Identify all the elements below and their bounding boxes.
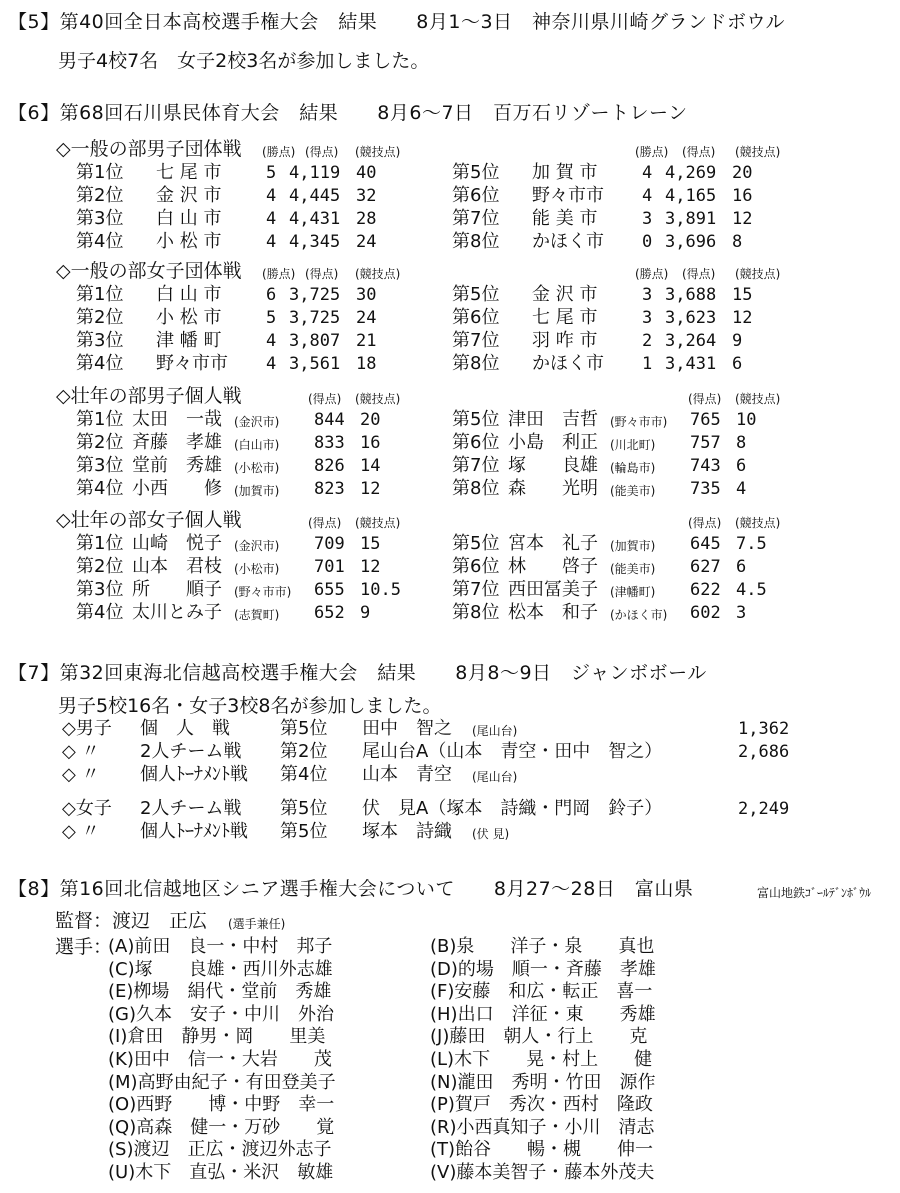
rank-label: 第8位 (452, 602, 500, 623)
rank-label: 第6位 (452, 432, 500, 453)
rank-label: 第4位 (76, 602, 124, 623)
group-title: ◇一般の部男子団体戦 (56, 138, 242, 160)
column-header: (競技点) (735, 267, 781, 281)
player-name: 森 光明 (508, 478, 598, 499)
pair-entry: (T)飴谷 暢・槻 伸一 (430, 1139, 654, 1161)
team-name: 羽 咋 市 (532, 330, 598, 351)
player-affiliation: (かほく市) (610, 608, 668, 622)
score-value: 3,623 (665, 308, 717, 328)
rank-label: 第8位 (452, 478, 500, 499)
score-value: 3,431 (665, 354, 717, 374)
wins-value: 6 (266, 285, 277, 305)
score-value: 823 (314, 479, 345, 499)
team-name: 津 幡 町 (156, 330, 222, 351)
player-affiliation: (加賀市) (234, 484, 280, 498)
pair-entry: (Q)高森 健一・万砂 覚 (108, 1116, 335, 1138)
pair-entry: (R)小西真知子・小川 清志 (430, 1116, 655, 1138)
score-value: 3,891 (665, 209, 717, 229)
score-value: 655 (314, 580, 345, 600)
wins-value: 0 (642, 232, 653, 252)
event-label: 個人ﾄｰﾅﾒﾝﾄ戦 (140, 764, 248, 785)
team-name: 金 沢 市 (156, 185, 222, 206)
event-label: 2人チーム戦 (140, 741, 242, 762)
score-value: 4,445 (289, 186, 341, 206)
score-value: 765 (690, 410, 721, 430)
rank-label: 第3位 (76, 330, 124, 351)
event-label: 個 人 戦 (140, 718, 230, 739)
pair-entry: (O)西野 博・中野 幸一 (108, 1094, 335, 1116)
wins-value: 3 (642, 308, 653, 328)
wins-value: 4 (642, 163, 653, 183)
score-value: 757 (690, 433, 721, 453)
team-name: かほく市 (532, 353, 604, 374)
player-affiliation: (野々市市) (234, 585, 292, 599)
rank-label: 第2位 (76, 185, 124, 206)
player-name: 塚 良雄 (508, 455, 598, 476)
rank-label: 第7位 (452, 330, 500, 351)
player-affiliation: (尾山台) (472, 724, 518, 738)
pair-entry: (F)安藤 和広・転正 喜一 (430, 981, 653, 1003)
points-value: 20 (732, 163, 753, 183)
player-name: 山崎 悦子 (132, 533, 222, 554)
pair-entry: (U)木下 直弘・米沢 敏雄 (108, 1162, 334, 1183)
points-value: 30 (356, 285, 377, 305)
score-value: 826 (314, 456, 345, 476)
rank-label: 第6位 (452, 185, 500, 206)
column-header: (得点) (305, 267, 339, 281)
section-6-header: 【6】第68回石川県民体育大会 結果 8月6～7日 百万石リゾートレーン (8, 102, 688, 124)
score-value: 1,362 (738, 719, 790, 739)
points-value: 12 (732, 308, 753, 328)
wins-value: 5 (266, 308, 277, 328)
points-value: 15 (732, 285, 753, 305)
score-value: 4,269 (665, 163, 717, 183)
score-value: 833 (314, 433, 345, 453)
rank-label: 第5位 (280, 821, 328, 842)
rank-label: 第4位 (76, 478, 124, 499)
points-value: 7.5 (736, 534, 767, 554)
team-name: かほく市 (532, 231, 604, 252)
score-value: 645 (690, 534, 721, 554)
rank-label: 第7位 (452, 455, 500, 476)
points-value: 40 (356, 163, 377, 183)
pair-entry: (K)田中 信一・大岩 茂 (108, 1049, 332, 1070)
player-name: 堂前 秀雄 (132, 455, 222, 476)
wins-value: 2 (642, 331, 653, 351)
rank-label: 第7位 (452, 208, 500, 229)
column-header: (得点) (682, 267, 716, 281)
player-affiliation: (白山市) (234, 438, 280, 452)
column-header: (勝点) (262, 267, 296, 281)
player-affiliation: (伏 見) (472, 827, 510, 841)
player-name: 田中 智之 (362, 718, 452, 739)
player-affiliation: (津幡町) (610, 585, 656, 599)
section-7-note: 男子5校16名・女子3校8名が参加しました。 (58, 695, 442, 717)
player-name: 西田冨美子 (508, 579, 598, 600)
rank-label: 第1位 (76, 409, 124, 430)
wins-value: 1 (642, 354, 653, 374)
points-value: 9 (732, 331, 743, 351)
points-value: 24 (356, 232, 377, 252)
rank-label: 第5位 (452, 409, 500, 430)
player-affiliation: (野々市市) (610, 415, 668, 429)
score-value: 3,561 (289, 354, 341, 374)
pair-entry: (J)藤田 朝人・行上 克 (430, 1026, 648, 1048)
score-value: 4,165 (665, 186, 717, 206)
players-label: 選手： (55, 936, 113, 958)
wins-value: 4 (642, 186, 653, 206)
player-affiliation: (小松市) (234, 562, 280, 576)
pair-entry: (D)的場 順一・斉藤 孝雄 (430, 958, 656, 980)
score-value: 3,725 (289, 285, 341, 305)
score-value: 743 (690, 456, 721, 476)
pair-entry: (B)泉 洋子・泉 真也 (430, 936, 655, 957)
points-value: 28 (356, 209, 377, 229)
rank-label: 第1位 (76, 284, 124, 305)
pair-entry: (L)木下 晃・村上 健 (430, 1049, 653, 1070)
rank-label: 第5位 (452, 284, 500, 305)
player-affiliation: (小松市) (234, 461, 280, 475)
team-name: 小 松 市 (156, 231, 222, 252)
player-name: 尾山台A（山本 青空・田中 智之） (362, 741, 663, 762)
rank-label: 第4位 (280, 764, 328, 785)
wins-value: 3 (642, 209, 653, 229)
rank-label: 第4位 (76, 231, 124, 252)
section-5-header: 【5】第40回全日本高校選手権大会 結果 8月1～3日 神奈川県川崎グランドボウル (8, 11, 785, 33)
player-name: 山本 青空 (362, 764, 452, 785)
score-value: 3,688 (665, 285, 717, 305)
score-value: 2,686 (738, 742, 790, 762)
rank-label: 第8位 (452, 353, 500, 374)
pair-entry: (C)塚 良雄・西川外志雄 (108, 958, 333, 980)
rank-label: 第6位 (452, 556, 500, 577)
event-label: 個人ﾄｰﾅﾒﾝﾄ戦 (140, 821, 248, 842)
pair-entry: (H)出口 洋征・東 秀雄 (430, 1003, 656, 1025)
score-value: 701 (314, 557, 345, 577)
column-header: (得点) (688, 516, 722, 530)
team-name: 七 尾 市 (532, 307, 598, 328)
team-name: 白 山 市 (156, 208, 222, 229)
pair-entry: (E)栁場 絹代・堂前 秀雄 (108, 981, 332, 1003)
rank-label: 第1位 (76, 533, 124, 554)
column-header: (勝点) (635, 145, 669, 159)
score-value: 622 (690, 580, 721, 600)
score-value: 3,264 (665, 331, 717, 351)
points-value: 3 (736, 603, 747, 623)
player-affiliation: (金沢市) (234, 539, 280, 553)
rank-label: 第1位 (76, 162, 124, 183)
rank-label: 第4位 (76, 353, 124, 374)
wins-value: 4 (266, 209, 277, 229)
column-header: (競技点) (355, 267, 401, 281)
column-header: (競技点) (735, 516, 781, 530)
score-value: 627 (690, 557, 721, 577)
group-title: ◇壮年の部男子個人戦 (56, 385, 242, 407)
score-value: 3,725 (289, 308, 341, 328)
rank-label: 第7位 (452, 579, 500, 600)
rank-label: 第5位 (280, 798, 328, 819)
section-7-header: 【7】第32回東海北信越高校選手権大会 結果 8月8～9日 ジャンボボール (8, 662, 707, 684)
group-title: ◇一般の部女子団体戦 (56, 260, 242, 282)
player-name: 小島 利正 (508, 432, 598, 453)
player-affiliation: (金沢市) (234, 415, 280, 429)
score-value: 602 (690, 603, 721, 623)
pair-entry: (M)高野由紀子・有田登美子 (108, 1071, 336, 1093)
points-value: 18 (356, 354, 377, 374)
category-label: ◇ 〃 (62, 821, 100, 842)
category-label: ◇ 〃 (62, 764, 100, 785)
column-header: (得点) (688, 392, 722, 406)
coach-note: (選手兼任) (228, 917, 286, 931)
column-header: (競技点) (735, 145, 781, 159)
rank-label: 第5位 (452, 162, 500, 183)
team-name: 白 山 市 (156, 284, 222, 305)
column-header: (得点) (308, 516, 342, 530)
pair-entry: (A)前田 良一・中村 邦子 (108, 936, 333, 957)
points-value: 21 (356, 331, 377, 351)
pair-entry: (V)藤本美智子・藤本外茂夫 (430, 1162, 655, 1183)
points-value: 4.5 (736, 580, 767, 600)
score-value: 652 (314, 603, 345, 623)
player-affiliation: (志賀町) (234, 608, 280, 622)
venue-label: 富山地鉄ｺﾞｰﾙﾃﾞﾝﾎﾞｳﾙ (757, 886, 872, 900)
score-value: 4,119 (289, 163, 341, 183)
wins-value: 4 (266, 232, 277, 252)
player-name: 小西 修 (132, 478, 222, 499)
score-value: 709 (314, 534, 345, 554)
points-value: 4 (736, 479, 747, 499)
player-name: 太川とみ子 (132, 602, 222, 623)
rank-label: 第2位 (280, 741, 328, 762)
pair-entry: (I)倉田 静男・岡 里美 (108, 1026, 326, 1048)
category-label: ◇男子 (62, 718, 112, 739)
team-name: 野々市市 (156, 353, 228, 374)
rank-label: 第3位 (76, 208, 124, 229)
wins-value: 4 (266, 186, 277, 206)
column-header: (競技点) (355, 392, 401, 406)
event-label: 2人チーム戦 (140, 798, 242, 819)
column-header: (得点) (305, 145, 339, 159)
player-name: 太田 一哉 (132, 409, 222, 430)
rank-label: 第6位 (452, 307, 500, 328)
player-affiliation: (加賀市) (610, 539, 656, 553)
score-value: 844 (314, 410, 345, 430)
score-value: 735 (690, 479, 721, 499)
player-name: 斉藤 孝雄 (132, 432, 222, 453)
wins-value: 5 (266, 163, 277, 183)
player-name: 所 順子 (132, 579, 222, 600)
column-header: (得点) (682, 145, 716, 159)
section-8-header: 【8】第16回北信越地区シニア選手権大会について 8月27～28日 富山県 (8, 878, 694, 900)
rank-label: 第2位 (76, 307, 124, 328)
player-affiliation: (川北町) (610, 438, 656, 452)
pair-entry: (P)賀戸 秀次・西村 隆政 (430, 1094, 653, 1116)
rank-label: 第8位 (452, 231, 500, 252)
points-value: 15 (360, 534, 381, 554)
player-name: 塚本 詩織 (362, 821, 452, 842)
pair-entry: (G)久本 安子・中川 外治 (108, 1003, 334, 1025)
points-value: 6 (736, 456, 747, 476)
score-value: 3,696 (665, 232, 717, 252)
column-header: (勝点) (262, 145, 296, 159)
team-name: 金 沢 市 (532, 284, 598, 305)
points-value: 24 (356, 308, 377, 328)
category-label: ◇ 〃 (62, 741, 100, 762)
points-value: 6 (732, 354, 743, 374)
player-name: 津田 吉哲 (508, 409, 598, 430)
pair-entry: (S)渡辺 正広・渡辺外志子 (108, 1139, 332, 1161)
team-name: 小 松 市 (156, 307, 222, 328)
points-value: 12 (360, 479, 381, 499)
points-value: 14 (360, 456, 381, 476)
score-value: 4,345 (289, 232, 341, 252)
player-name: 松本 和子 (508, 602, 598, 623)
points-value: 20 (360, 410, 381, 430)
points-value: 10.5 (360, 580, 401, 600)
points-value: 6 (736, 557, 747, 577)
player-affiliation: (能美市) (610, 562, 656, 576)
player-name: 林 啓子 (508, 556, 598, 577)
section-5-note: 男子4校7名 女子2校3名が参加しました。 (58, 50, 430, 72)
points-value: 16 (732, 186, 753, 206)
team-name: 七 尾 市 (156, 162, 222, 183)
rank-label: 第2位 (76, 432, 124, 453)
wins-value: 3 (642, 285, 653, 305)
points-value: 8 (732, 232, 743, 252)
points-value: 16 (360, 433, 381, 453)
player-affiliation: (尾山台) (472, 770, 518, 784)
rank-label: 第5位 (452, 533, 500, 554)
score-value: 2,249 (738, 799, 790, 819)
player-name: 宮本 礼子 (508, 533, 598, 554)
points-value: 9 (360, 603, 371, 623)
group-title: ◇壮年の部女子個人戦 (56, 509, 242, 531)
player-name: 伏 見A（塚本 詩織・門岡 鈴子） (362, 798, 663, 819)
rank-label: 第2位 (76, 556, 124, 577)
category-label: ◇女子 (62, 798, 112, 819)
wins-value: 4 (266, 354, 277, 374)
score-value: 3,807 (289, 331, 341, 351)
pair-entry: (N)瀧田 秀明・竹田 源作 (430, 1071, 656, 1093)
team-name: 能 美 市 (532, 208, 598, 229)
player-name: 山本 君枝 (132, 556, 222, 577)
points-value: 32 (356, 186, 377, 206)
team-name: 加 賀 市 (532, 162, 598, 183)
column-header: (競技点) (355, 516, 401, 530)
wins-value: 4 (266, 331, 277, 351)
points-value: 10 (736, 410, 757, 430)
column-header: (得点) (308, 392, 342, 406)
rank-label: 第3位 (76, 579, 124, 600)
team-name: 野々市市 (532, 185, 604, 206)
points-value: 12 (732, 209, 753, 229)
points-value: 8 (736, 433, 747, 453)
rank-label: 第3位 (76, 455, 124, 476)
score-value: 4,431 (289, 209, 341, 229)
player-affiliation: (輪島市) (610, 461, 656, 475)
coach-label: 監督：渡辺 正広 (55, 910, 208, 932)
column-header: (勝点) (635, 267, 669, 281)
column-header: (競技点) (735, 392, 781, 406)
points-value: 12 (360, 557, 381, 577)
column-header: (競技点) (355, 145, 401, 159)
rank-label: 第5位 (280, 718, 328, 739)
player-affiliation: (能美市) (610, 484, 656, 498)
